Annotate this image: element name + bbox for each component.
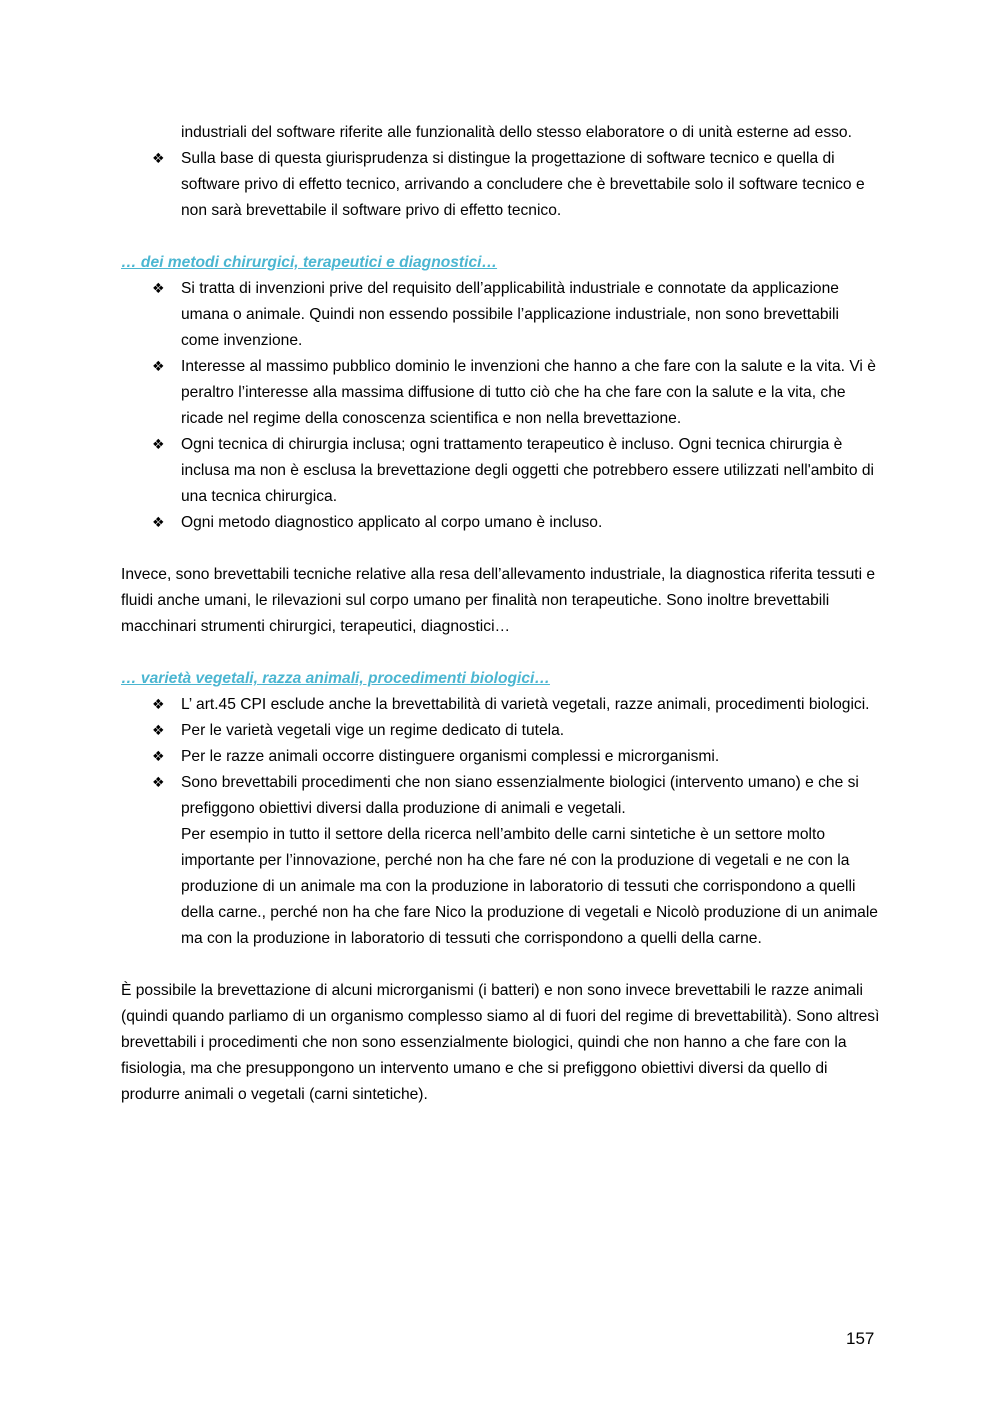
diamond-bullet-icon: ❖ [152,151,165,167]
diamond-bullet-icon: ❖ [152,723,165,739]
diamond-bullet-icon: ❖ [152,749,165,765]
diamond-bullet-icon: ❖ [152,359,165,375]
spacer [121,640,881,666]
list-item: ❖ L’ art.45 CPI esclude anche la brevettabilità di varietà vegetali, razze animali, procedimenti biologici. [121,692,881,718]
spacer [121,952,881,978]
diamond-bullet-icon: ❖ [152,697,165,713]
intro-bullet-list [121,146,881,224]
list-item: ❖ Sulla base di questa giurisprudenza si distingue la progettazione di software tecnico e quella di software privo di effetto tecnico, arrivando a concludere che è brevettabile solo il software tecnico e non sarà brevettabile il software privo di effetto tecnico. [121,146,881,224]
list-item: ❖ Interesse al massimo pubblico dominio le invenzioni che hanno a che fare con la salute e la vita. Vi è peraltro l’interesse alla massima diffusione di tutto ciò che ha che fare con la salute e la vita, che ricade nel regime della conoscenza scientifica e non nella brevettazione. [121,354,881,432]
section2-bullet-list [121,692,881,822]
list-item: ❖ Per le varietà vegetali vige un regime dedicato di tutela. [121,718,881,744]
diamond-bullet-icon: ❖ [152,281,165,297]
section-heading-varieta: … varietà vegetali, razza animali, procedimenti biologici… [121,670,550,687]
section2-paragraph: È possibile la brevettazione di alcuni microrganismi (i batteri) e non sono invece brevettabili le razze animali (quindi quando parliamo di un organismo complesso siamo al di fuori del regime di brevettabilità). Sono altresì brevettabili i procedimenti che non sono essenzialmente biologici, quindi che non hanno a che fare con la fisiologia, ma che presuppongono un intervento umano e che si prefiggono obiettivi diversi da quello di produrre animali o vegetali (carni sintetiche). [121,982,880,1103]
section1-paragraph: Invece, sono brevettabili tecniche relative alla resa dell’allevamento industriale, la diagnostica riferita tessuti e fluidi anche umani, le rilevazioni sul corpo umano per finalità non terapeutiche. Sono inoltre brevettabili macchinari strumenti chirurgici, terapeutici, diagnostici… [121,566,876,635]
list-item: ❖ Sono brevettabili procedimenti che non siano essenzialmente biologici (intervento umano) e che si prefiggono obiettivi diversi dalla produzione di animali e vegetali. [121,770,881,822]
spacer [121,536,881,562]
list-item: ❖ Ogni metodo diagnostico applicato al corpo umano è incluso. [121,510,881,536]
section-heading-metodi: … dei metodi chirurgici, terapeutici e diagnostici… [121,254,498,271]
section2-bullet-continuation: Per esempio in tutto il settore della ricerca nell’ambito delle carni sintetiche è un settore molto importante per l’innovazione, perché non ha che fare né con la produzione di vegetali e ne con la produzione di un animale ma con la produzione in laboratorio di tessuti che corrispondono a quelli della carne., perché non ha che fare Nico la produzione di vegetali e Nicolò produzione di un animale ma con la produzione in laboratorio di tessuti che corrispondono a quelli della carne. [181,826,878,947]
list-item: ❖ Si tratta di invenzioni prive del requisito dell’applicabilità industriale e connotate da applicazione umana o animale. Quindi non essendo possibile l’applicazione industriale, non sono brevettabili come invenzione. [121,276,881,354]
diamond-bullet-icon: ❖ [152,515,165,531]
list-item: ❖ Per le razze animali occorre distinguere organismi complessi e microrganismi. [121,744,881,770]
section1-bullet-list [121,276,881,536]
page-number: 157 [846,1329,875,1348]
page-body [121,120,881,1108]
list-item: ❖ Ogni tecnica di chirurgia inclusa; ogni trattamento terapeutico è incluso. Ogni tecnica chirurgia è inclusa ma non è esclusa la brevettazione degli oggetti che potrebbero essere utilizzati nell'ambito di una tecnica chirurgica. [121,432,881,510]
intro-continuation: industriali del software riferite alle funzionalità dello stesso elaboratore o di unità esterne ad esso. [181,124,852,141]
diamond-bullet-icon: ❖ [152,437,165,453]
diamond-bullet-icon: ❖ [152,775,165,791]
spacer [121,224,881,250]
